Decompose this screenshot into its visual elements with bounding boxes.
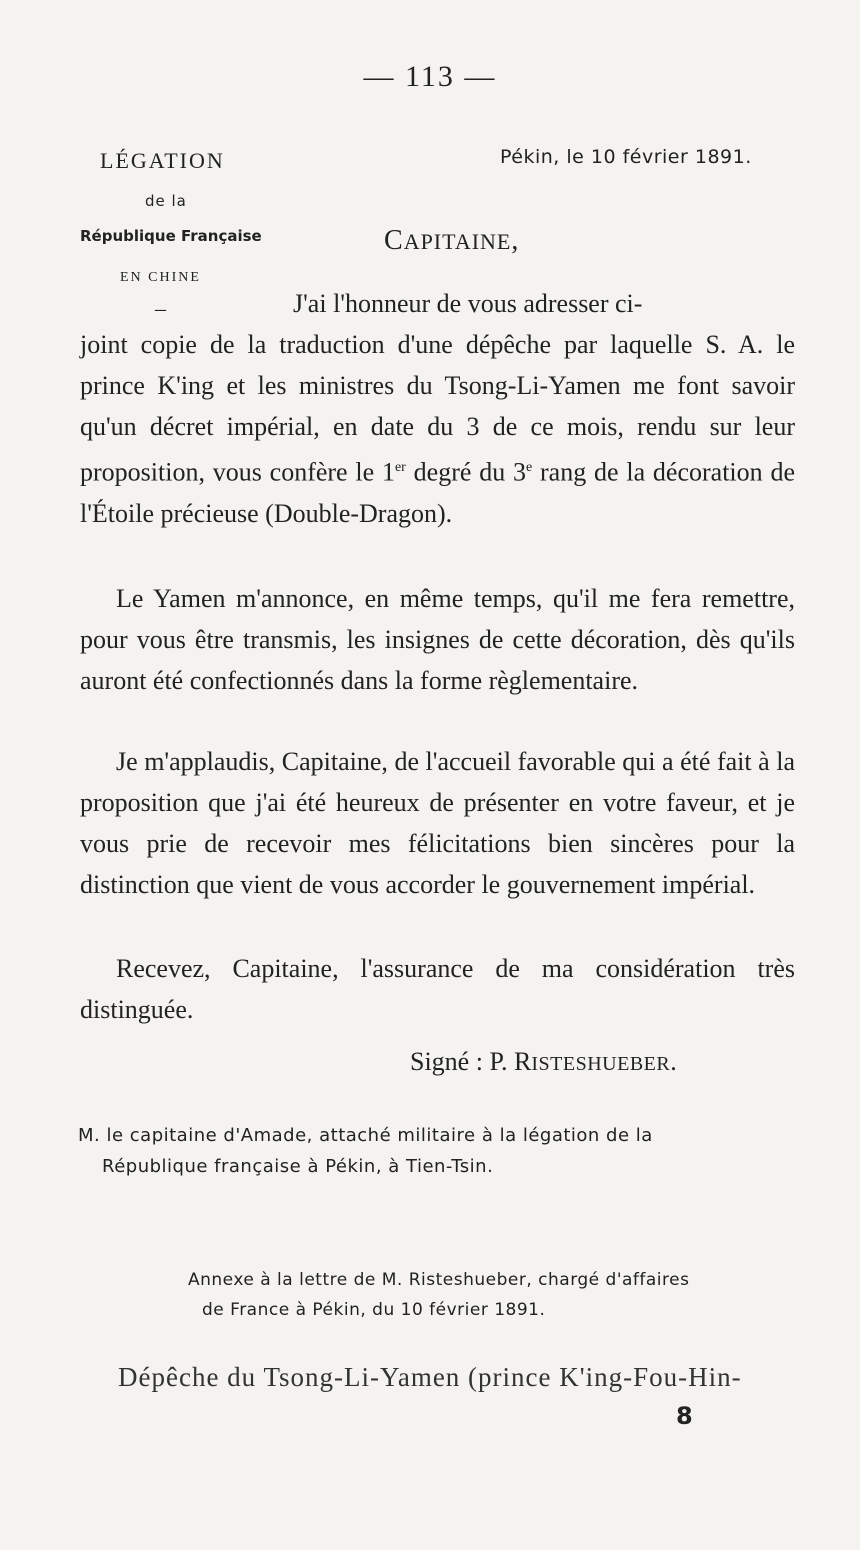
address-line-2: République française à Pékin, à Tien-Tsin. [102, 1156, 494, 1177]
ordinal-superscript: er [394, 460, 406, 475]
annexe-line-1: Annexe à la lettre de M. Risteshueber, chargé d'affaires [188, 1270, 690, 1290]
depeche-heading: Dépêche du Tsong-Li-Yamen (prince K'ing-Fou-Hin- [118, 1362, 742, 1392]
annexe-line-2: de France à Pékin, du 10 février 1891. [202, 1300, 546, 1320]
salutation [384, 225, 519, 257]
letter-date: Pékin, le 10 février 1891. [500, 146, 752, 168]
annexe-note [188, 1265, 798, 1325]
rank-superscript: e [526, 460, 533, 475]
paragraph-1-text-c: rang de la décoration de l'Étoile précieuse (Double-Dragon). [80, 457, 795, 528]
letterhead-de-la: de la [145, 192, 187, 210]
paragraph-2: Le Yamen m'annonce, en même temps, qu'il me fera remettre, pour vous être transmis, les insignes de cette décoration, dès qu'ils auront été confectionnés dans la forme règlementaire. [80, 584, 795, 695]
letterhead-republique: République Française [80, 227, 262, 245]
paragraph-1-text-a: joint copie de la traduction d'une dépêche par laquelle S. A. le prince K'ing et les ministres du Tsong-Li-Yamen me font savoir qu'un décret impérial, en date du 3 de ce mois, rendu sur leur proposition, vous confère le 1 [80, 330, 795, 487]
letterhead-en-chine: EN CHINE [120, 270, 201, 285]
paragraph-4: Recevez, Capitaine, l'assurance de ma considération très distinguée. [80, 954, 795, 1024]
letterhead-dash: _ [155, 288, 168, 313]
paragraph-1-first-line: J'ai l'honneur de vous adresser ci- [293, 289, 643, 318]
recipient-address [78, 1120, 798, 1182]
salutation-rest: APITAINE [403, 229, 512, 254]
page-number: — 113 — [363, 60, 497, 93]
paragraph-1 [80, 283, 795, 534]
signature-rest: ISTESHUEBER [531, 1053, 671, 1075]
address-line-1: M. le capitaine d'Amade, attaché militaire à la légation de la [78, 1125, 653, 1146]
letterhead-legation: LÉGATION [100, 148, 225, 173]
paragraph-1-text-b: degré du 3 [405, 457, 526, 487]
signature-line [410, 1047, 677, 1077]
paragraph-3: Je m'applaudis, Capitaine, de l'accueil favorable qui a été fait à la proposition que j'ai été heureux de présenter en votre faveur, et je vous prie de recevoir mes félicitations bien sincères pour la distinction que vient de vous accorder le gouvernement impérial. [80, 747, 795, 899]
signature-prefix: Signé : P. [410, 1047, 515, 1076]
signature-mark: 8 [676, 1402, 693, 1430]
signature-punct: . [670, 1047, 677, 1076]
signature-initial: R [514, 1047, 532, 1076]
salutation-initial: C [384, 225, 404, 256]
salutation-punct: , [511, 225, 520, 256]
